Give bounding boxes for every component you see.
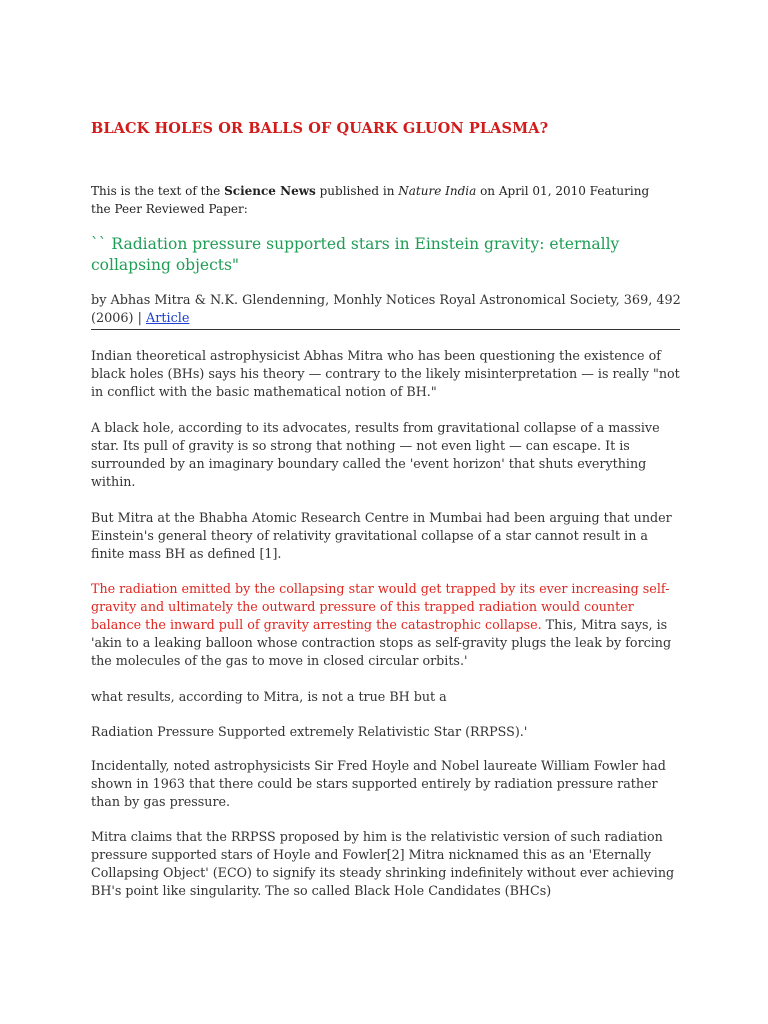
highlighted-text: The radiation emitted by the collapsing star would get trapped by its ever increasing self-gravity and ultimately the outward pressure of this trapped radiation would counter balance the inward pull of gravity arresting the catastrophic collapse. — [91, 581, 670, 632]
paragraph-6: Radiation Pressure Supported extremely Relativistic Star (RRPSS).' — [91, 724, 528, 739]
paragraph-3: But Mitra at the Bhabha Atomic Research Centre in Mumbai had been arguing that under Einstein's general theory of relativity gravitational collapse of a star cannot result in a finite mass BH as defined [1]. — [91, 510, 672, 561]
paper-title: `` Radiation pressure supported stars in Einstein gravity: eternally collapsing objects" — [91, 235, 620, 274]
page-title: BLACK HOLES OR BALLS OF QUARK GLUON PLASMA? — [91, 120, 549, 137]
article-link[interactable]: Article — [146, 311, 190, 326]
intro-bold: Science News — [224, 184, 316, 198]
intro-text-2: published in — [315, 184, 399, 198]
intro-text-1: This is the text of the — [91, 184, 225, 198]
paragraph-4-rest: This, Mitra says, is 'akin to a leaking balloon whose contraction stops as self-gravity plugs the leak by forcing the molecules of the gas to move in closed circular orbits.' — [91, 617, 672, 668]
paragraph-4 — [91, 580, 681, 670]
paragraph-5: what results, according to Mitra, is not a true BH but a — [91, 689, 447, 704]
authors-text: by Abhas Mitra & N.K. Glendenning, Monhly Notices Royal Astronomical Society, 369, 492 (2006) | — [91, 293, 681, 326]
paragraph-8: Mitra claims that the RRPSS proposed by him is the relativistic version of such radiation pressure supported stars of Hoyle and Fowler[2] Mitra nicknamed this as an 'Eternally Collapsing Object' (ECO) to signify its steady shrinking indefinitely without ever achieving BH's point like singularity. The so called Black Hole Candidates (BHCs) — [91, 829, 675, 898]
paragraph-7: Incidentally, noted astrophysicists Sir Fred Hoyle and Nobel laureate William Fowler had shown in 1963 that there could be stars supported entirely by radiation pressure rather than by gas pressure. — [91, 758, 666, 809]
intro-italic: Nature India — [398, 184, 477, 198]
divider — [91, 329, 680, 330]
authors-line — [91, 292, 681, 328]
intro-line — [91, 182, 671, 218]
paragraph-2: A black hole, according to its advocates, results from gravitational collapse of a massive star. Its pull of gravity is so strong that nothing — not even light — can escape. It is surrounded by an imaginary boundary called the 'event horizon' that shuts everything within. — [91, 420, 660, 489]
intro-text-3: on April 01, 2010 Featuring the Peer Reviewed Paper: — [91, 184, 650, 216]
paragraph-1: Indian theoretical astrophysicist Abhas Mitra who has been questioning the existence of black holes (BHs) says his theory — contrary to the likely misinterpretation — is really "not in conflict with the basic mathematical notion of BH." — [91, 348, 680, 399]
